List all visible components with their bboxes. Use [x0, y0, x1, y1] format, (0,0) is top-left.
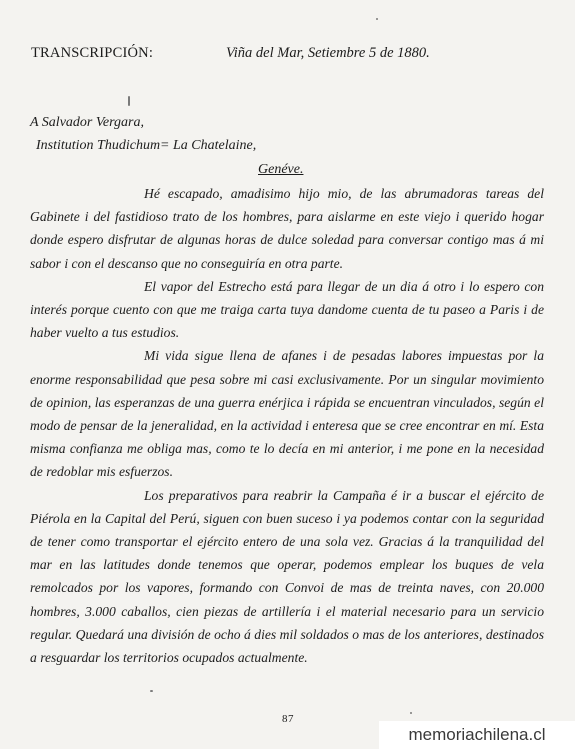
paragraph: Los preparativos para reabrir la Campaña é ir a buscar el ejército de Piérola en la Capital del Perú, siguen con buen suceso i ya podemos contar con la seguridad de tener como transportar el ejército entero de una sola vez. Gracias á la tranquilidad del mar en las latitudes donde tenemos que operar, podemos emplear los buques de vela remolcados por los vapores, formando con Convoi de mas de treinta naves, con 20.000 hombres, 3.000 caballos, cien piezas de artillería i el material necesario para un servicio regular. Quedará una división de ocho á dies mil soldados o mas de los anteriores, destinados a resguardar los territorios ocupados actualmente. [30, 487, 544, 666]
recipient-address: Institution Thudichum= La Chatelaine, [36, 138, 257, 153]
letter-date: Viña del Mar, Setiembre 5 de 1880. [226, 45, 430, 61]
paragraph: Mi vida sigue llena de afanes i de pesadas labores impuestas por la enorme responsabilidad que pesa sobre mi casi exclusivamente. Por un singular movimiento de opinion, las esperanzas de una guerra enérjica i rápida se encuentran vinculados, según el modo de pensar de la jeneralidad, en la actividad i enteresa que se cree encontrar en mí. Esta misma confianza me obliga mas, como te lo decía en mi anterior, i me pone en la necesidad de redoblar mis esfuerzos. [30, 348, 544, 480]
paragraph: El vapor del Estrecho está para llegar de un dia á otro i lo espero con interés porque cuento con que me traiga carta tuya dandome cuenta de tu paseo a Paris i de haber vuelto a tus estudios. [30, 278, 544, 341]
scan-speck [150, 690, 153, 692]
scan-speck [376, 18, 378, 20]
watermark-logo: memoriachilena.cl [379, 721, 575, 749]
scan-speck [410, 712, 412, 714]
recipient-city: Genéve. [258, 162, 304, 177]
scan-speck [128, 96, 130, 106]
letter-body [30, 182, 544, 669]
paragraph: Hé escapado, amadisimo hijo mio, de las abrumadoras tareas del Gabinete i del fastidioso trato de los hombres, para aislarme en este viejo i querido hogar donde espero disfrutar de algunas horas de dulce soledad para conversar contigo mas á mi sabor i con el descanso que no conseguiría en otra parte. [30, 186, 544, 271]
recipient-name: A Salvador Vergara, [30, 115, 144, 130]
transcription-label: TRANSCRIPCIÓN: [31, 45, 154, 61]
page-number: 87 [282, 713, 294, 725]
